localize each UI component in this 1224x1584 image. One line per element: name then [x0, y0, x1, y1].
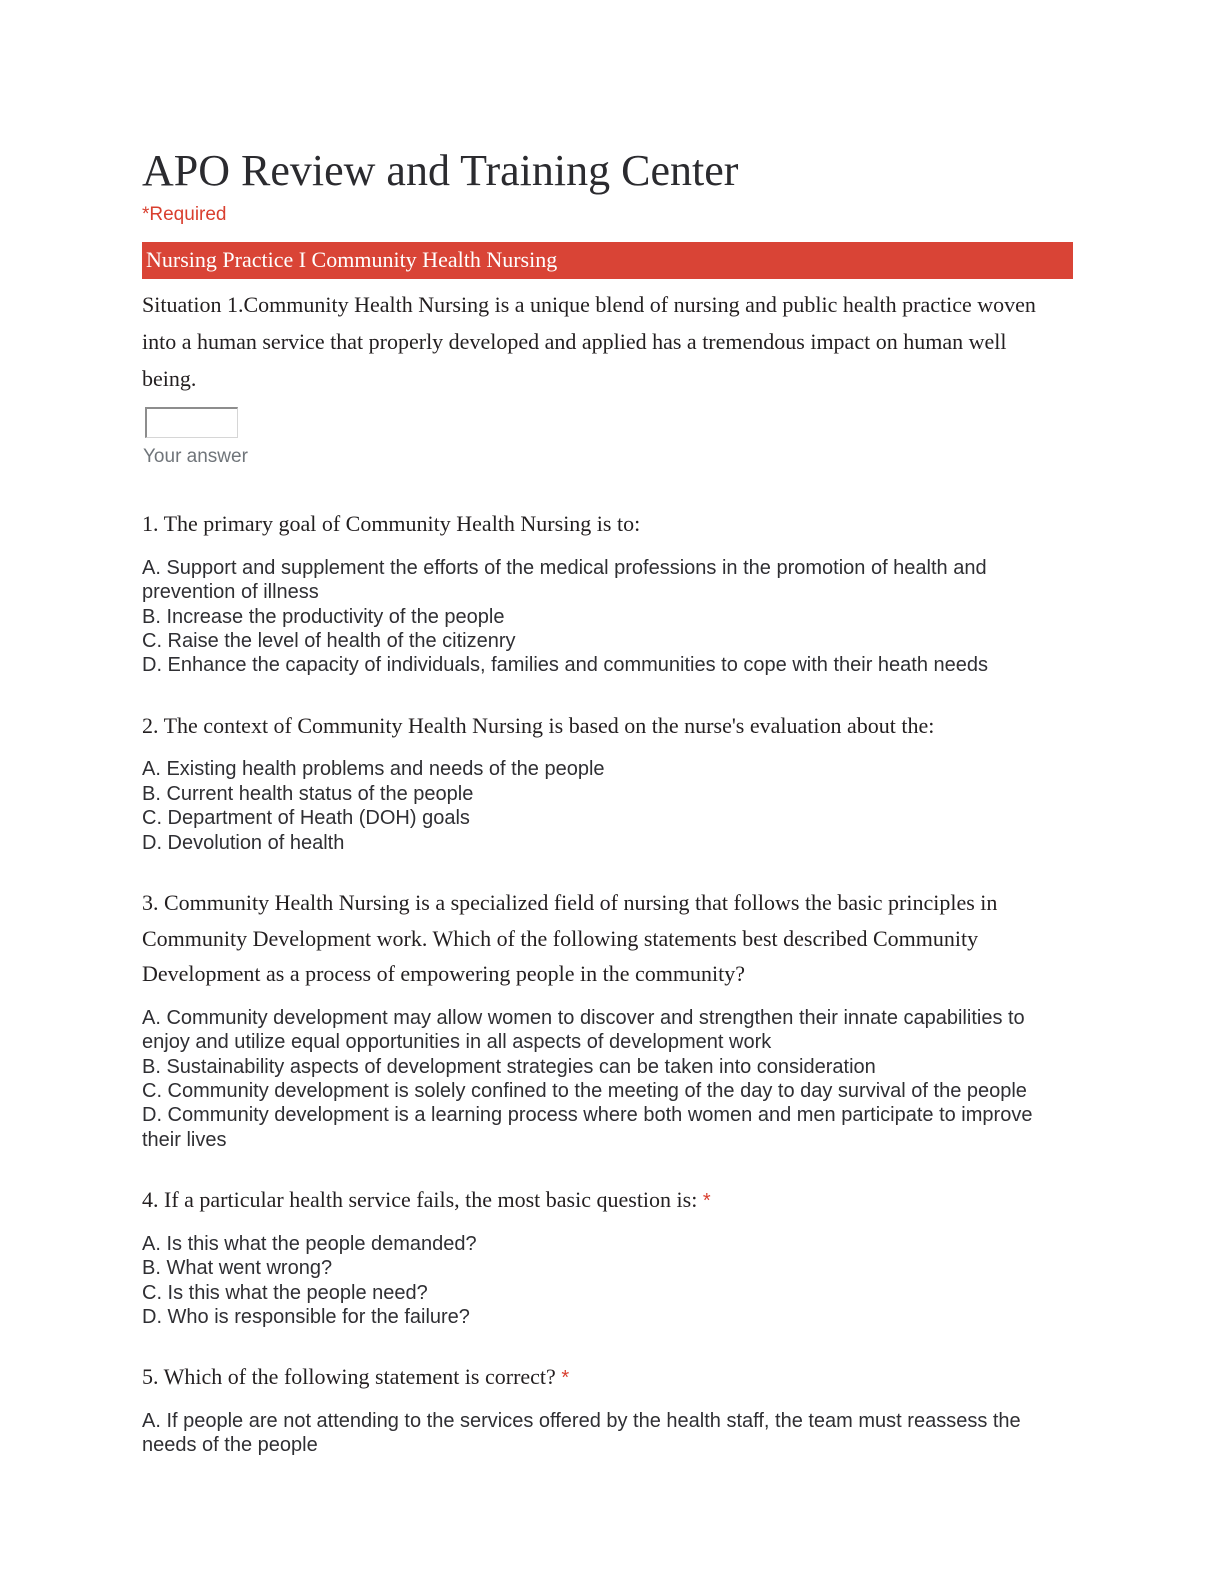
- option-c[interactable]: C. Raise the level of health of the citizenry: [142, 629, 516, 652]
- option-a[interactable]: A. Existing health problems and needs of the people: [142, 758, 605, 781]
- option-a[interactable]: A. If people are not attending to the services offered by the health staff, the team must reassess the needs of the people: [142, 1409, 1021, 1457]
- question-4-stem-text: 4. If a particular health service fails, the most basic question is:: [142, 1187, 698, 1213]
- question-3-options: [142, 1006, 1074, 1152]
- option-a[interactable]: A. Is this what the people demanded?: [142, 1232, 477, 1255]
- question-3: [142, 885, 1074, 1152]
- option-b[interactable]: B. Current health status of the people: [142, 782, 474, 805]
- required-asterisk: *: [702, 1190, 711, 1213]
- question-5-stem: [142, 1359, 1072, 1395]
- question-1: [142, 506, 1074, 678]
- situation-text: Situation 1.Community Health Nursing is a unique blend of nursing and public health practice woven into a human service that properly developed and applied has a tremendous impact on human well being.: [142, 291, 1036, 391]
- question-4-stem: [142, 1182, 1072, 1218]
- question-3-stem: [142, 885, 1072, 992]
- question-2: [142, 708, 1074, 855]
- option-d[interactable]: D. Devolution of health: [142, 831, 345, 854]
- question-1-stem-text: 1. The primary goal of Community Health Nursing is to:: [142, 511, 641, 537]
- question-3-stem-text: 3. Community Health Nursing is a specialized field of nursing that follows the basic principles in Community Development work. Which of the following statements best described Community Development as a process of empowering people in the community?: [142, 889, 998, 987]
- required-asterisk: *: [561, 1367, 570, 1390]
- question-2-stem-text: 2. The context of Community Health Nursing is based on the nurse's evaluation about the:: [142, 712, 935, 738]
- option-d[interactable]: D. Who is responsible for the failure?: [142, 1305, 470, 1328]
- question-4: [142, 1182, 1074, 1329]
- option-c[interactable]: C. Department of Heath (DOH) goals: [142, 807, 470, 830]
- option-c[interactable]: C. Community development is solely confined to the meeting of the day to day survival of the people: [142, 1079, 1027, 1102]
- question-1-stem: [142, 506, 1072, 542]
- question-2-options: [142, 757, 1074, 855]
- question-1-options: [142, 556, 1074, 678]
- option-b[interactable]: B. Sustainability aspects of development strategies can be taken into consideration: [142, 1055, 876, 1078]
- option-a[interactable]: A. Community development may allow women to discover and strengthen their innate capabilities to enjoy and utilize equal opportunities in all aspects of development work: [142, 1006, 1025, 1054]
- option-a[interactable]: A. Support and supplement the efforts of the medical professions in the promotion of health and prevention of illness: [142, 556, 987, 604]
- option-b[interactable]: B. What went wrong?: [142, 1257, 333, 1280]
- document-content: [142, 145, 1074, 1458]
- required-note: *Required: [142, 203, 227, 225]
- option-b[interactable]: B. Increase the productivity of the people: [142, 605, 505, 628]
- situation-answer-input[interactable]: [145, 407, 238, 438]
- question-5-options: [142, 1409, 1074, 1458]
- option-d[interactable]: D. Enhance the capacity of individuals, families and communities to cope with their heath needs: [142, 654, 989, 677]
- section-banner: Nursing Practice I Community Health Nursing: [142, 242, 1073, 279]
- question-4-options: [142, 1232, 1074, 1330]
- question-5: [142, 1359, 1074, 1457]
- option-c[interactable]: C. Is this what the people need?: [142, 1281, 428, 1304]
- your-answer-label: Your answer: [143, 446, 248, 468]
- page-title: APO Review and Training Center: [142, 146, 739, 195]
- question-5-stem-text: 5. Which of the following statement is correct?: [142, 1364, 556, 1390]
- question-2-stem: [142, 708, 1072, 744]
- option-d[interactable]: D. Community development is a learning process where both women and men participate to improve their lives: [142, 1104, 1033, 1151]
